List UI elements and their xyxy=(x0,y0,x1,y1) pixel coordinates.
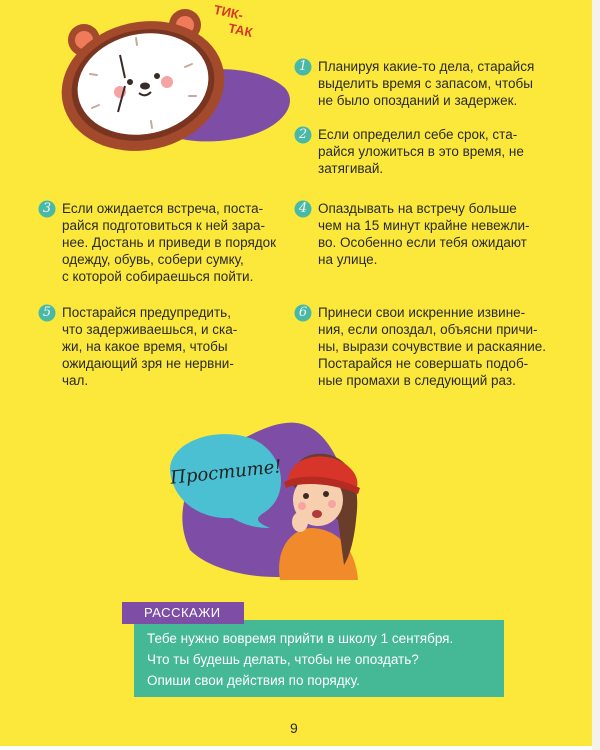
tip-number-badge xyxy=(38,304,56,322)
tip-line: Принеси свои искренние извине- xyxy=(318,305,526,320)
tip-number: 5 xyxy=(42,305,52,320)
task-line: Опиши свои действия по порядку. xyxy=(147,673,360,688)
tip-number-badge xyxy=(294,304,312,322)
page-edge xyxy=(592,0,600,750)
tip-number: 6 xyxy=(298,305,308,320)
tip-line: не было опозданий и задержек. xyxy=(318,93,518,108)
task-line: Что ты будешь делать, чтобы не опоздать? xyxy=(147,652,419,667)
tip-6 xyxy=(318,304,588,389)
tak-text: ТАК xyxy=(226,20,254,41)
tip-line: нее. Достань и приведи в порядок xyxy=(62,235,277,250)
tip-line: с которой собираешься пойти. xyxy=(62,269,254,284)
tip-line: ожидающий зря не нервни- xyxy=(62,356,234,371)
tip-number: 1 xyxy=(298,59,308,74)
tip-5 xyxy=(62,304,292,389)
tip-number-badge xyxy=(294,126,312,144)
tip-line: Если ожидается встреча, поста- xyxy=(62,201,264,216)
tip-line: райся подготовиться к ней зара- xyxy=(62,218,266,233)
tip-line: Если определил себе срок, ста- xyxy=(318,127,518,142)
tip-number-badge xyxy=(294,200,312,218)
tip-1 xyxy=(318,58,588,109)
tip-line: выделить время с запасом, чтобы xyxy=(318,76,533,91)
tip-line: затягивай. xyxy=(318,161,384,176)
tip-line: на улице. xyxy=(318,252,378,267)
tip-3 xyxy=(62,200,292,285)
task-label: РАССКАЖИ xyxy=(122,602,244,624)
tip-line: что задерживаешься, и ска- xyxy=(62,322,238,337)
tip-line: жи, на какое время, чтобы xyxy=(62,339,228,354)
tip-4 xyxy=(318,200,588,268)
tip-line: ны, вырази сочувствие и раскаяние. xyxy=(318,339,547,354)
tip-line: одежду, обувь, собери сумку, xyxy=(62,252,244,267)
girl-illustration xyxy=(160,400,380,580)
girl-hand xyxy=(292,512,308,532)
page-number: 9 xyxy=(290,720,298,736)
tip-number: 4 xyxy=(298,201,308,216)
clock-illustration xyxy=(0,0,300,160)
tip-line: чем на 15 минут крайне невежли- xyxy=(318,218,530,233)
tip-line: Постарайся не совершать подоб- xyxy=(318,356,529,371)
tip-line: ния, если опоздал, объясни причи- xyxy=(318,322,538,337)
tip-number-badge xyxy=(294,58,312,76)
tip-line: райся уложиться в это время, не xyxy=(318,144,524,159)
task-text xyxy=(147,628,497,691)
clock-cheek-right xyxy=(161,76,173,88)
tip-2 xyxy=(318,126,588,177)
tip-number: 2 xyxy=(298,127,308,142)
speech-bubble-text: Простите! xyxy=(169,456,283,489)
task-line: Тебе нужно вовремя прийти в школу 1 сентября. xyxy=(147,631,454,646)
tip-line: Постарайся предупредить, xyxy=(62,305,231,320)
tip-line: Планируя какие-то дела, старайся xyxy=(318,59,535,74)
tip-line: чал. xyxy=(62,373,89,388)
tip-line: Опаздывать на встречу больше xyxy=(318,201,517,216)
tik-text: ТИК- xyxy=(212,1,245,23)
tip-line: ные промахи в следующий раз. xyxy=(318,373,516,388)
tip-number: 3 xyxy=(42,201,52,216)
tip-number-badge xyxy=(38,200,56,218)
tip-line: во. Особенно если тебя ожидают xyxy=(318,235,527,250)
